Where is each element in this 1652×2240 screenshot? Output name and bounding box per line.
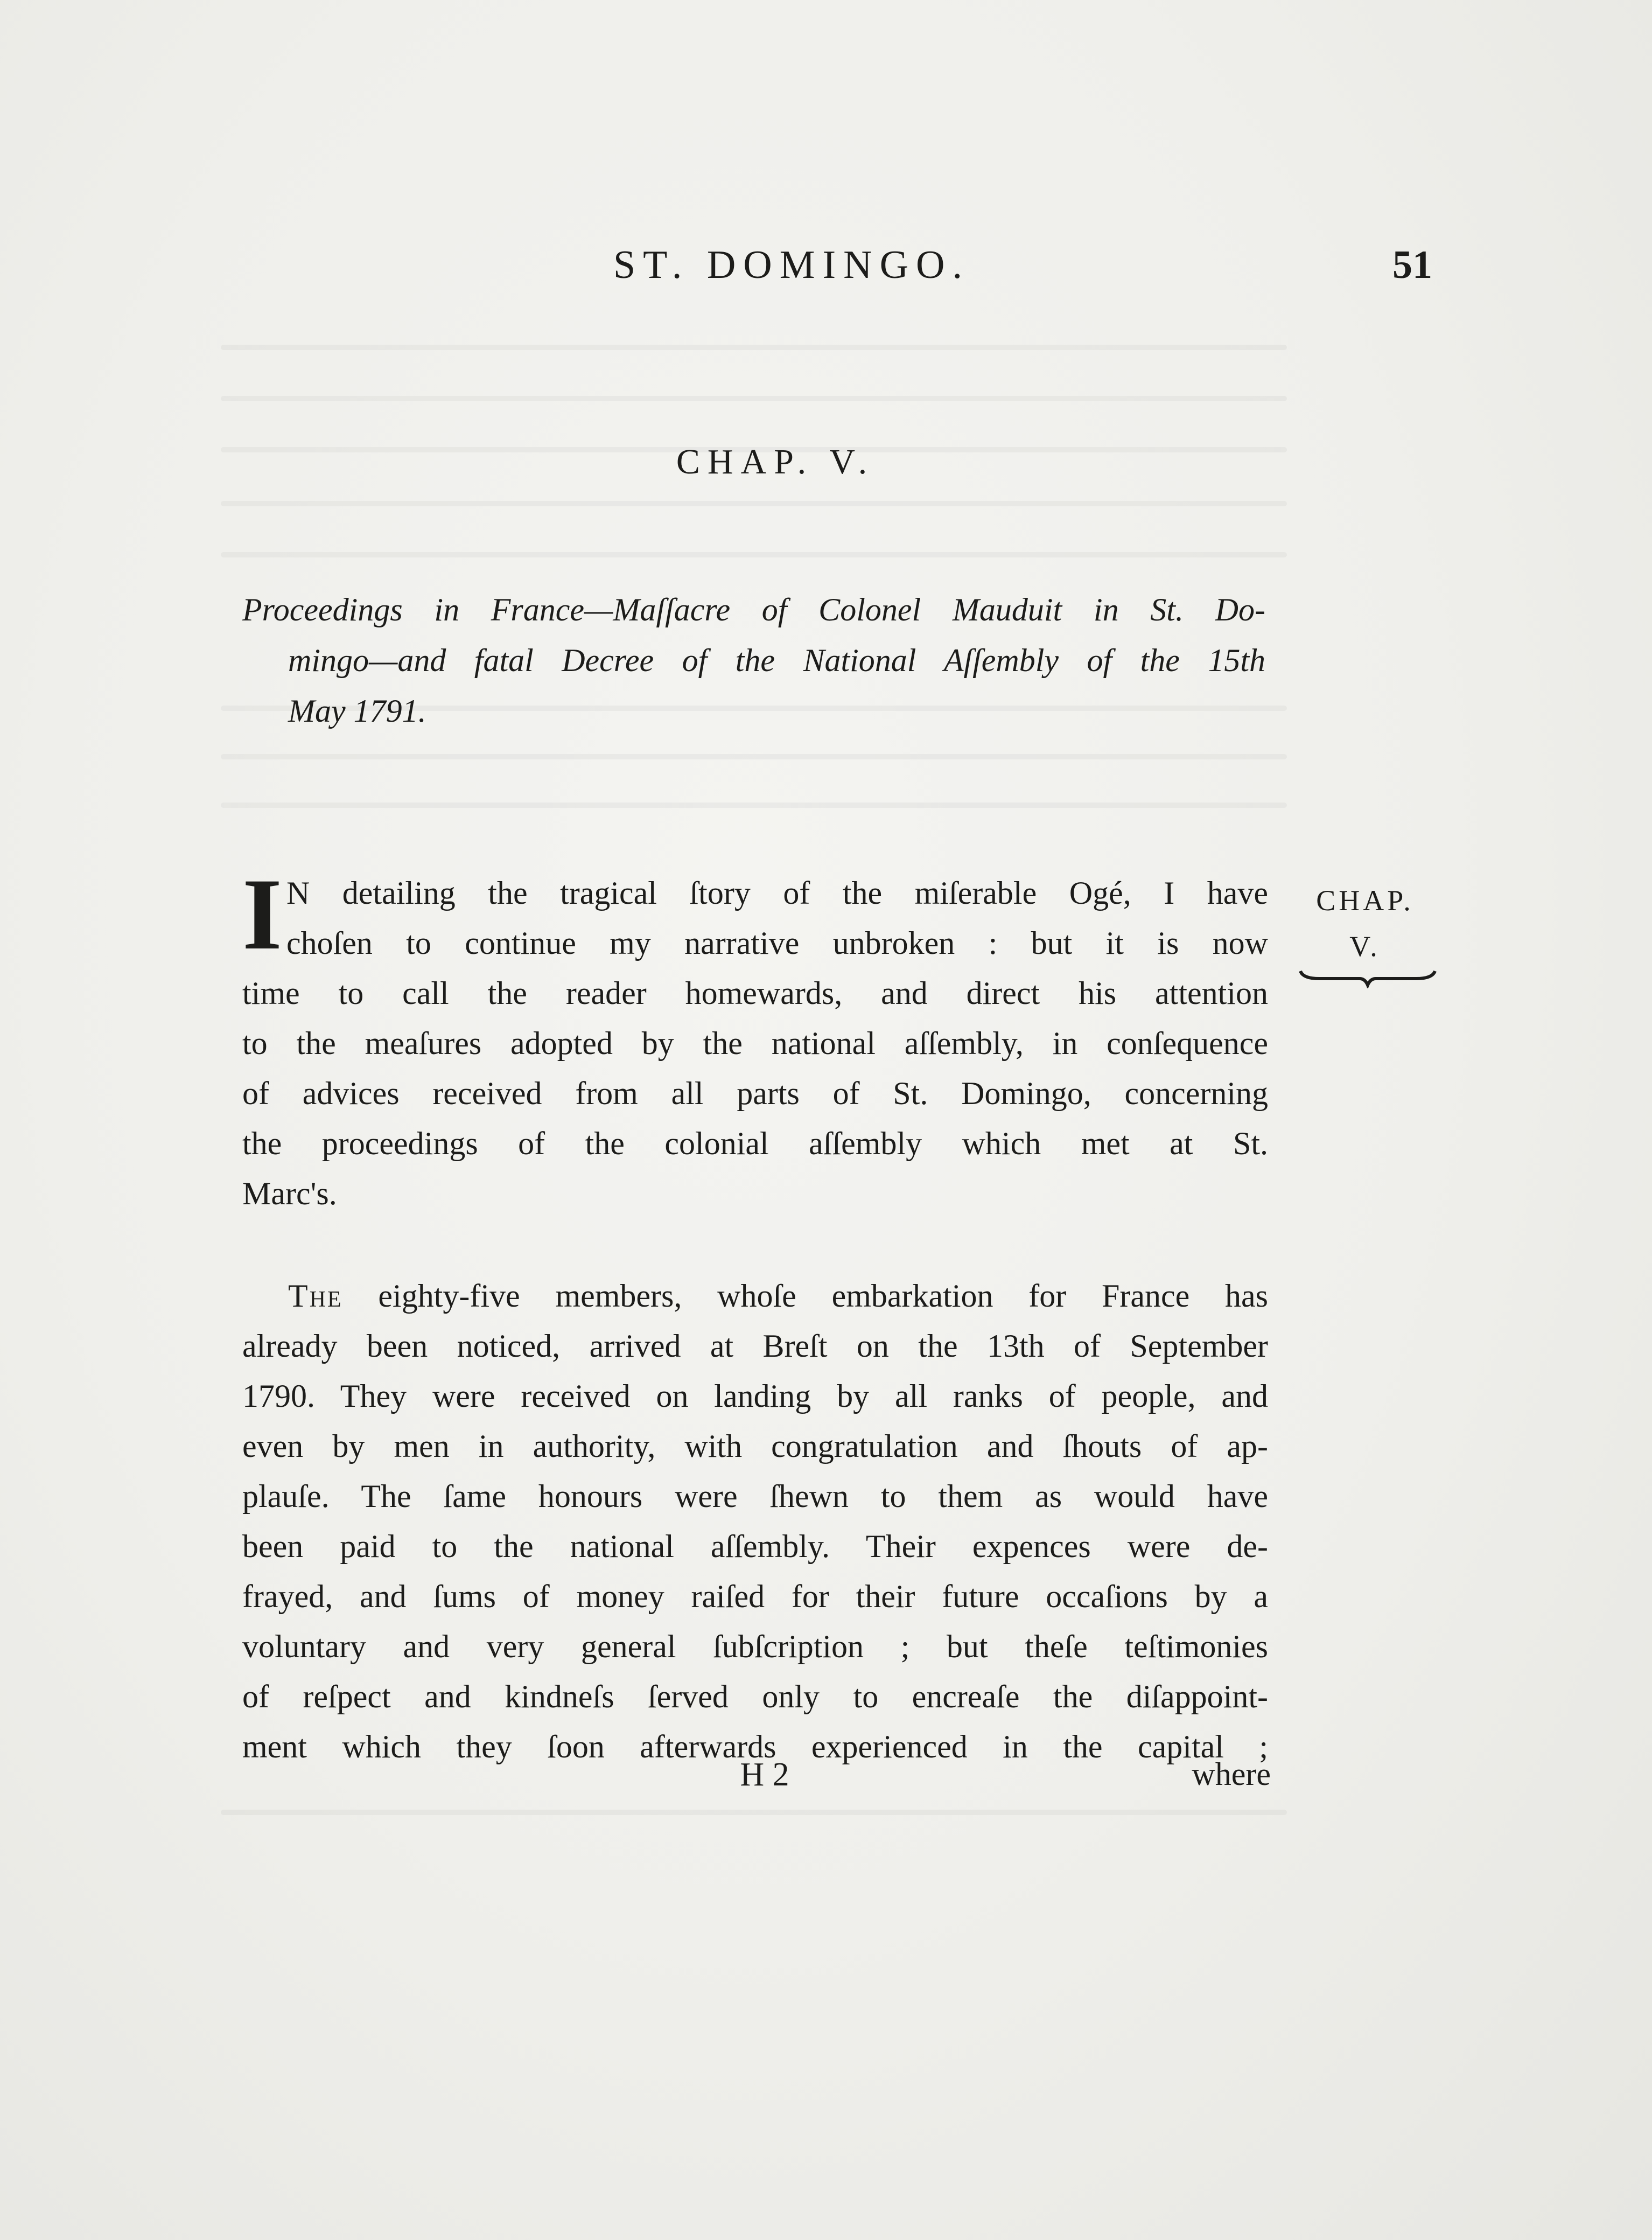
synopsis-line: Proceedings in France—Maſſacre of Colonel Mauduit in St. Do- (242, 592, 1265, 627)
bleed-through-line (221, 396, 1287, 401)
text-line (242, 1271, 1268, 1321)
text-line: choſen to continue my narrative unbroken : but it is now (286, 925, 1268, 961)
synopsis-line: May 1791. (288, 693, 426, 729)
text-line: plauſe. The ſame honours were ſhewn to them as would have (242, 1478, 1268, 1514)
margin-note-line: CHAP. (1316, 884, 1414, 917)
text-line: frayed, and ſums of money raiſed for their future occaſions by a (242, 1579, 1268, 1614)
paragraph-2 (242, 1271, 1268, 1772)
paragraph-1 (242, 858, 1268, 1219)
margin-chapter-note (1298, 878, 1432, 969)
synopsis-line: mingo—and fatal Decree of the National Aſſembly of the 15th (288, 643, 1265, 678)
text-line: been paid to the national aſſembly. Their expences were de- (242, 1529, 1268, 1564)
text-line: already been noticed, arrived at Breſt on the 13th of September (242, 1328, 1268, 1364)
bleed-through-line (221, 803, 1287, 808)
text-line: Marc's. (242, 1176, 337, 1211)
text-line-rest: eighty-five members, whoſe embarkation for France has (342, 1278, 1268, 1314)
running-title: ST. DOMINGO. (613, 243, 970, 287)
chapter-heading: CHAP. V. (676, 442, 875, 482)
catchword: where (1192, 1756, 1271, 1792)
text-line: the proceedings of the colonial aſſembly which met at St. (242, 1126, 1268, 1161)
bleed-through-line (221, 1810, 1287, 1815)
text-line: of advices received from all parts of St. Domingo, concerning (242, 1076, 1268, 1111)
text-line: voluntary and very general ſubſcription ; but theſe teſtimonies (242, 1629, 1268, 1664)
chapter-synopsis (242, 584, 1265, 736)
text-line: N detailing the tragical ſtory of the miſerable Ogé, I have (286, 875, 1268, 911)
text-line: to the meaſures adopted by the national aſſembly, in conſequence (242, 1025, 1268, 1061)
text-line: even by men in authority, with congratulation and ſhouts of ap- (242, 1428, 1268, 1464)
margin-note-line: V. (1349, 930, 1381, 962)
bleed-through-line (221, 552, 1287, 557)
page-number: 51 (1392, 243, 1432, 287)
drop-cap: I (242, 858, 282, 971)
bleed-through-line (221, 501, 1287, 506)
bleed-through-line (221, 345, 1287, 350)
signature-mark: H 2 (740, 1756, 789, 1793)
text-line: ment which they ſoon afterwards experienced in the capital ; (242, 1729, 1268, 1764)
text-line: of reſpect and kindneſs ſerved only to encreaſe the diſappoint- (242, 1679, 1268, 1714)
bleed-through-line (221, 754, 1287, 759)
text-line: time to call the reader homewards, and direct his attention (242, 975, 1268, 1011)
text-line: 1790. They were received on landing by all ranks of people, and (242, 1378, 1268, 1414)
margin-brace-icon (1298, 967, 1438, 988)
lead-word: The (288, 1278, 343, 1314)
